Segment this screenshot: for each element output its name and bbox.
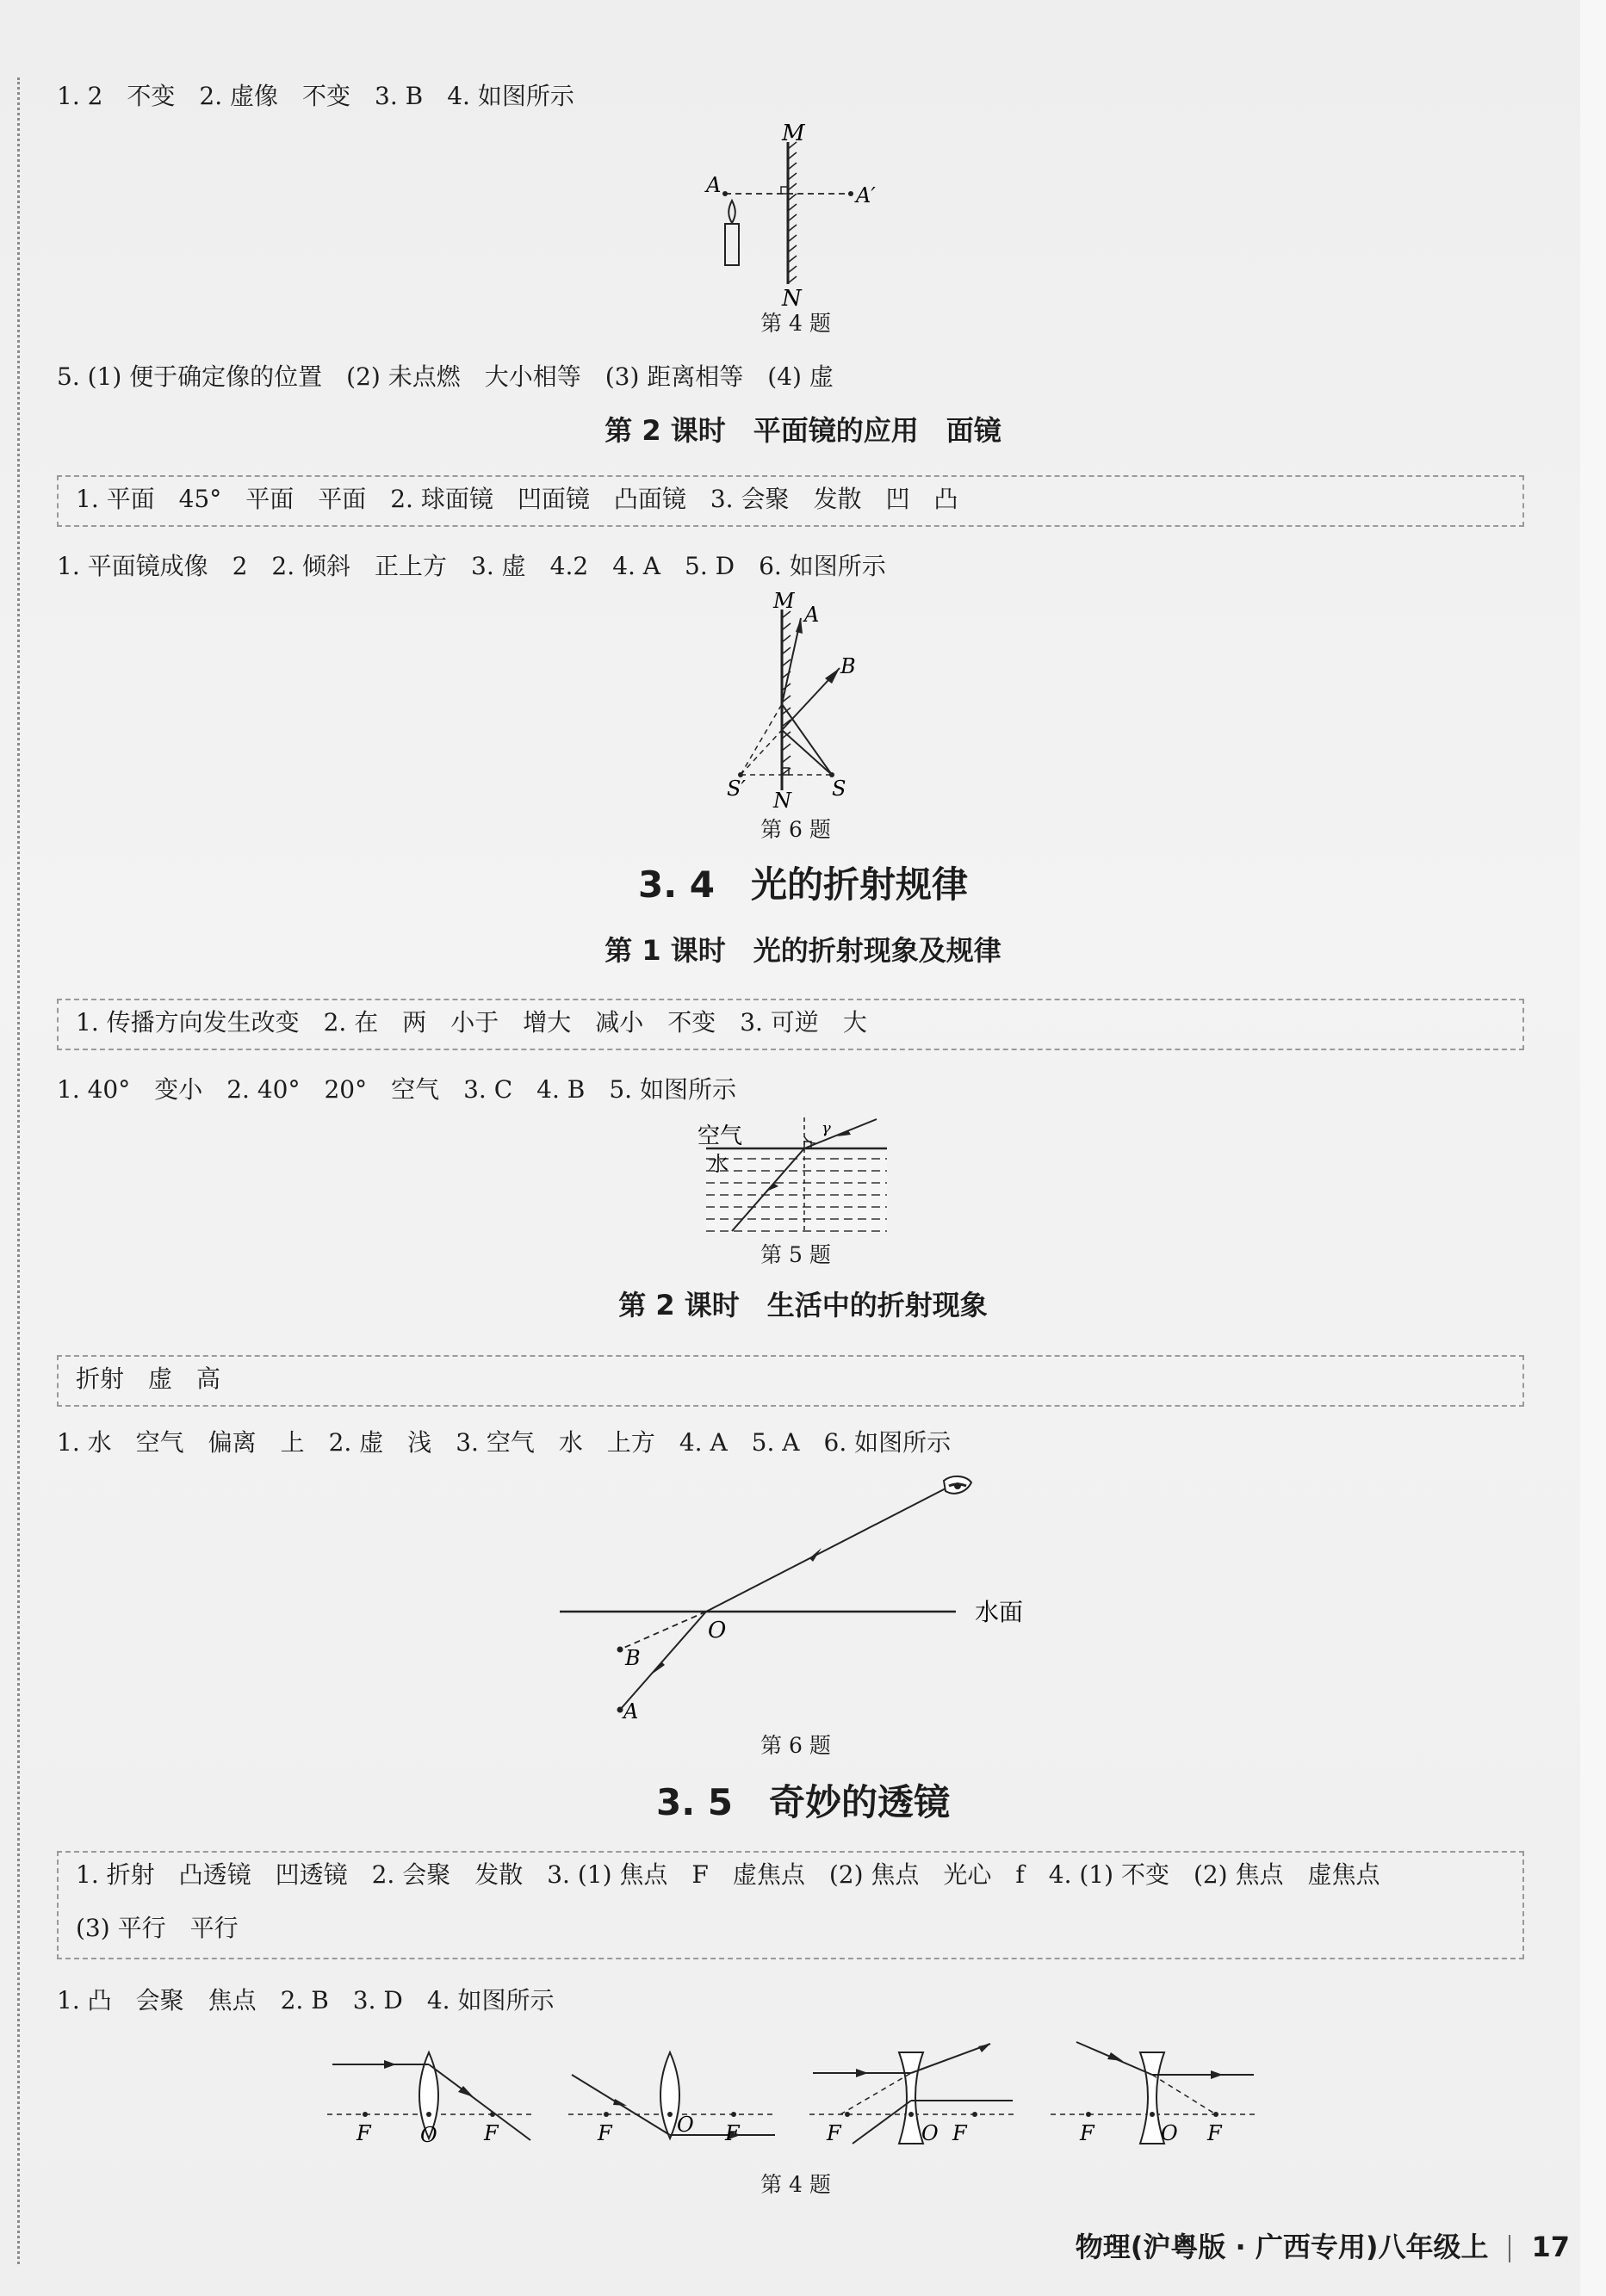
s35-fig4-caption: 第 4 题 [760,2172,831,2197]
s33-fig4-caption: 第 4 题 [760,311,831,336]
s34-lesson1-key-points-box [57,999,1524,1050]
s35-key-points-line-1: 1. 折射 凸透镜 凹透镜 2. 会聚 发散 3. (1) 焦点 F 虚焦点 (2) 焦点 光心 f 4. (1) 不变 (2) 焦点 虚焦点 [76,1860,1380,1889]
s33-answer-line-5: 5. (1) 便于确定像的位置 (2) 未点燃 大小相等 (3) 距离相等 (4) 虚 [57,362,834,391]
lens-diagram-1 [327,2052,534,2147]
page-edge [1580,0,1606,2296]
s34-fig5-diagram [698,1117,904,1238]
lesson2-key-points-box [57,475,1524,527]
s35-key-points-box [57,1851,1524,1959]
fig6b-label-A: A [623,1699,639,1724]
s34-lesson1-answer-line-1: 1. 40° 变小 2. 40° 20° 空气 3. C 4. B 5. 如图所示 [57,1075,736,1104]
fig6b-water-surface-label: 水面 [975,1598,1024,1626]
page-number: 17 [1531,2231,1570,2263]
fig5-gamma-label: γ [822,1119,831,1137]
lesson2-fig6-diagram [723,589,856,813]
fig6-label-S-prime: S′ [727,777,746,801]
fig4-label-A-prime: A′ [856,183,876,207]
fig6-label-A: A [804,603,820,627]
lens2-F-right: F [725,2121,740,2145]
s35-fig4-lens-diagrams [327,2023,1266,2152]
fig6-label-B: B [840,654,856,678]
lens1-O: O [420,2123,437,2147]
footer-book-title: 物理(沪粤版 · 广西专用)八年级上 [1075,2231,1489,2263]
fig5-air-label: 空气 [698,1123,743,1149]
s34-lesson1-key-points: 1. 传播方向发生改变 2. 在 两 小于 增大 减小 不变 3. 可逆 大 [76,1008,867,1037]
s34-lesson2-key-points-box [57,1355,1524,1407]
s34-lesson2-key-points: 折射 虚 高 [76,1365,221,1393]
lens2-O: O [677,2113,694,2137]
s34-title: 3. 4 光的折射规律 [637,863,969,906]
page-footer [1076,2225,1570,2265]
lens-diagram-2 [568,2052,775,2145]
fig6-label-M: M [773,589,795,613]
footer-divider [1509,2235,1510,2262]
lens4-F-left: F [1080,2121,1094,2145]
s34-lesson2-answer-line-1: 1. 水 空气 偏离 上 2. 虚 浅 3. 空气 水 上方 4. A 5. A 6. 如图所示 [57,1428,952,1457]
s34-lesson1-title: 第 1 课时 光的折射现象及规律 [605,934,1001,967]
s33-fig4-diagram [689,121,913,312]
lens-diagram-3 [809,2044,1016,2145]
lens4-F-right: F [1207,2121,1222,2145]
lens1-F-left: F [357,2121,371,2145]
fig4-label-M: M [782,121,805,146]
s33-answer-line-1: 1. 2 不变 2. 虚像 不变 3. B 4. 如图所示 [57,82,574,110]
lesson2-title: 第 2 课时 平面镜的应用 面镜 [605,414,1001,447]
lesson2-fig6-caption: 第 6 题 [760,817,831,842]
lens2-F-left: F [598,2121,612,2145]
lens3-O: O [921,2121,939,2145]
fig6-label-N: N [773,789,791,813]
lens3-F-left: F [827,2121,841,2145]
s34-fig6-caption: 第 6 题 [760,1733,831,1758]
fig6b-label-B: B [625,1646,641,1670]
lens4-O: O [1161,2121,1178,2145]
lens1-F-right: F [484,2121,499,2145]
lesson2-answer-line-1: 1. 平面镜成像 2 2. 倾斜 正上方 3. 虚 4.2 4. A 5. D 6. 如图所示 [57,552,886,580]
s35-answer-line-1: 1. 凸 会聚 焦点 2. B 3. D 4. 如图所示 [57,1986,555,2014]
s34-fig5-caption: 第 5 题 [760,1242,831,1267]
s35-key-points-line-2: (3) 平行 平行 [76,1914,239,1942]
lens-diagram-4 [1051,2042,1257,2145]
binding-margin [17,77,20,2264]
s35-title: 3. 5 奇妙的透镜 [655,1781,951,1823]
fig4-label-A: A [706,173,722,197]
lesson2-key-points: 1. 平面 45° 平面 平面 2. 球面镜 凹面镜 凸面镜 3. 会聚 发散 凹 凸 [76,485,958,513]
fig4-label-N: N [782,286,802,312]
s34-fig6-diagram [551,1470,1051,1729]
fig6-label-S: S [832,777,846,801]
lens3-F-right: F [952,2121,967,2145]
s34-lesson2-title: 第 2 课时 生活中的折射现象 [618,1289,988,1321]
fig6b-label-O: O [708,1618,727,1643]
fig5-water-label: 水 [708,1152,729,1176]
